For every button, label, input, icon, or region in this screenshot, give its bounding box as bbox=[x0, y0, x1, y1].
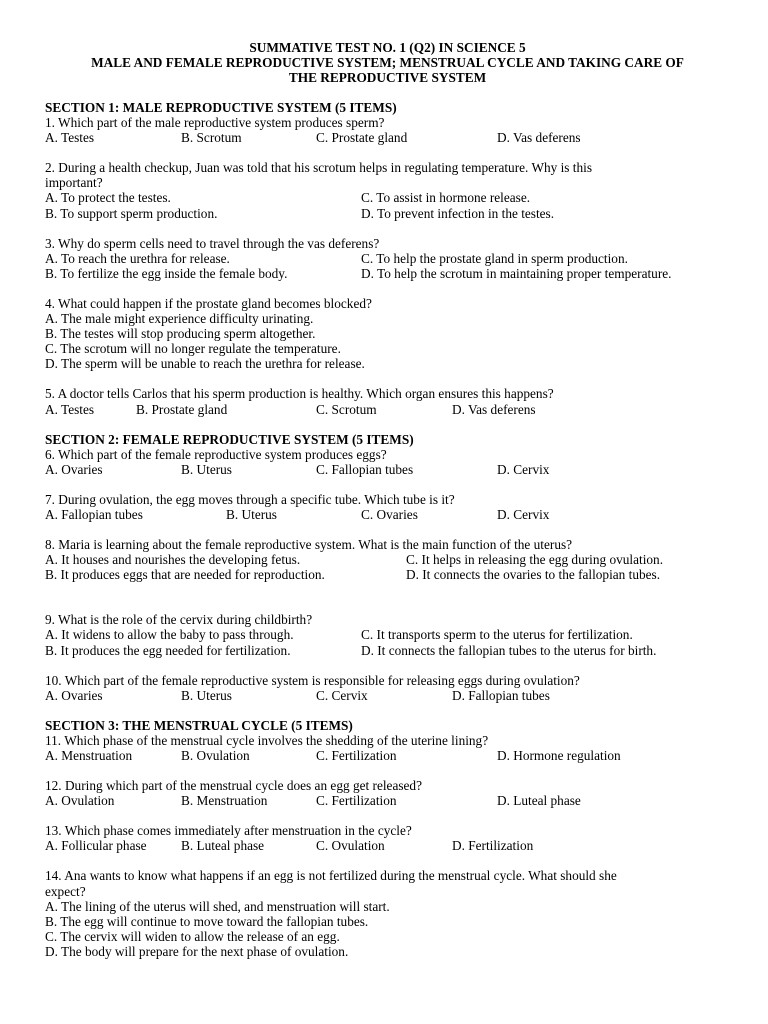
title-line-2: MALE AND FEMALE REPRODUCTIVE SYSTEM; MENSTRUAL CYCLE AND TAKING CARE OF bbox=[91, 55, 684, 70]
q7-choice-d: D. Cervix bbox=[497, 506, 550, 522]
q12-choice-a: A. Ovulation bbox=[45, 793, 115, 809]
q13-choices bbox=[45, 838, 730, 853]
q1-choice-d: D. Vas deferens bbox=[497, 130, 581, 146]
q6-choice-d: D. Cervix bbox=[497, 461, 550, 477]
q8-choice-b: B. It produces eggs that are needed for reproduction. bbox=[45, 567, 325, 583]
q3-choices-row-1 bbox=[45, 251, 730, 266]
q5-choice-d: D. Vas deferens bbox=[452, 401, 536, 417]
q3-choice-d: D. To help the scrotum in maintaining proper temperature. bbox=[361, 265, 672, 281]
q2-choices-row-2 bbox=[45, 206, 730, 221]
q14-choice-a: A. The lining of the uterus will shed, and menstruation will start. bbox=[45, 898, 390, 914]
q5-choice-c: C. Scrotum bbox=[316, 401, 377, 417]
q8-stem: 8. Maria is learning about the female reproductive system. What is the main function of the uterus? bbox=[45, 537, 573, 553]
q6-choice-b: B. Uterus bbox=[181, 461, 232, 477]
q14-choice-b: B. The egg will continue to move toward the fallopian tubes. bbox=[45, 913, 369, 929]
q12-choice-b: B. Menstruation bbox=[181, 793, 268, 809]
q11-choices bbox=[45, 748, 730, 763]
q2-choices-row-1 bbox=[45, 190, 730, 205]
q8-choices-row-2 bbox=[45, 567, 730, 582]
q10-choice-b: B. Uterus bbox=[181, 687, 232, 703]
q13-choice-a: A. Follicular phase bbox=[45, 838, 147, 854]
section-1-heading: SECTION 1: MALE REPRODUCTIVE SYSTEM (5 ITEMS) bbox=[45, 100, 397, 115]
q8-choice-c: C. It helps in releasing the egg during ovulation. bbox=[406, 552, 664, 568]
q7-choices bbox=[45, 507, 730, 522]
q4-choice-c: C. The scrotum will no longer regulate the temperature. bbox=[45, 341, 341, 357]
q7-choice-c: C. Ovaries bbox=[361, 506, 418, 522]
q9-stem: 9. What is the role of the cervix during childbirth? bbox=[45, 612, 313, 628]
q1-stem: 1. Which part of the male reproductive system produces sperm? bbox=[45, 115, 385, 131]
q2-choice-a: A. To protect the testes. bbox=[45, 190, 171, 206]
q1-choice-a: A. Testes bbox=[45, 130, 95, 146]
q6-choice-a: A. Ovaries bbox=[45, 461, 103, 477]
q5-choice-a: A. Testes bbox=[45, 401, 95, 417]
q2-choice-c: C. To assist in hormone release. bbox=[361, 190, 531, 206]
q11-choice-a: A. Menstruation bbox=[45, 748, 133, 763]
q2-stem-line-2: important? bbox=[45, 175, 103, 191]
q8-choice-a: A. It houses and nourishes the developing fetus. bbox=[45, 552, 301, 568]
q9-choice-d: D. It connects the fallopian tubes to the uterus for birth. bbox=[361, 642, 657, 658]
q12-stem: 12. During which part of the menstrual cycle does an egg get released? bbox=[45, 778, 422, 794]
q10-choice-c: C. Cervix bbox=[316, 687, 368, 703]
q1-choice-c: C. Prostate gland bbox=[316, 130, 408, 146]
q8-choice-d: D. It connects the ovaries to the fallopian tubes. bbox=[406, 567, 661, 583]
q13-choice-c: C. Ovulation bbox=[316, 838, 385, 854]
q9-choice-c: C. It transports sperm to the uterus for fertilization. bbox=[361, 627, 633, 643]
q2-stem-line-1: 2. During a health checkup, Juan was told that his scrotum helps in regulating temperature. Why is this bbox=[45, 160, 593, 176]
title-line-3: THE REPRODUCTIVE SYSTEM bbox=[288, 70, 487, 85]
q4-stem: 4. What could happen if the prostate gland becomes blocked? bbox=[45, 295, 372, 311]
q3-choice-a: A. To reach the urethra for release. bbox=[45, 250, 230, 266]
q7-choice-a: A. Fallopian tubes bbox=[45, 506, 143, 522]
q3-choice-b: B. To fertilize the egg inside the female body. bbox=[45, 265, 288, 281]
q13-choice-b: B. Luteal phase bbox=[181, 838, 265, 854]
q13-choice-d: D. Fertilization bbox=[452, 838, 534, 854]
test-page bbox=[45, 40, 730, 959]
q7-choice-b: B. Uterus bbox=[226, 506, 277, 522]
q6-choice-c: C. Fallopian tubes bbox=[316, 461, 414, 477]
q11-choice-c: C. Fertilization bbox=[316, 748, 397, 763]
q6-stem: 6. Which part of the female reproductive system produces eggs? bbox=[45, 446, 387, 462]
q12-choice-d: D. Luteal phase bbox=[497, 793, 581, 809]
q11-choice-b: B. Ovulation bbox=[181, 748, 250, 763]
q3-choices-row-2 bbox=[45, 266, 730, 281]
q10-choices bbox=[45, 688, 730, 703]
q12-choices bbox=[45, 793, 730, 808]
title-line-1: SUMMATIVE TEST NO. 1 (Q2) IN SCIENCE 5 bbox=[249, 40, 526, 55]
q10-choice-d: D. Fallopian tubes bbox=[452, 687, 550, 703]
q14-choice-c: C. The cervix will widen to allow the release of an egg. bbox=[45, 928, 340, 944]
q9-choices-row-2 bbox=[45, 643, 730, 658]
q6-choices bbox=[45, 462, 730, 477]
q12-choice-c: C. Fertilization bbox=[316, 793, 397, 809]
q14-choice-d: D. The body will prepare for the next phase of ovulation. bbox=[45, 943, 349, 959]
section-2-heading: SECTION 2: FEMALE REPRODUCTIVE SYSTEM (5 ITEMS) bbox=[45, 431, 414, 447]
q10-stem: 10. Which part of the female reproductive system is responsible for releasing eggs during ovulation? bbox=[45, 672, 580, 688]
q2-choice-b: B. To support sperm production. bbox=[45, 205, 218, 221]
q4-choice-d: D. The sperm will be unable to reach the urethra for release. bbox=[45, 356, 365, 372]
q7-stem: 7. During ovulation, the egg moves through a specific tube. Which tube is it? bbox=[45, 491, 455, 507]
q4-choice-a: A. The male might experience difficulty urinating. bbox=[45, 311, 314, 327]
q5-stem: 5. A doctor tells Carlos that his sperm production is healthy. Which organ ensures this happens? bbox=[45, 386, 554, 402]
q3-choice-c: C. To help the prostate gland in sperm production. bbox=[361, 250, 628, 266]
q10-choice-a: A. Ovaries bbox=[45, 687, 103, 703]
q1-choices bbox=[45, 130, 730, 145]
section-3-heading: SECTION 3: THE MENSTRUAL CYCLE (5 ITEMS) bbox=[45, 717, 353, 733]
q14-stem-line-1: 14. Ana wants to know what happens if an egg is not fertilized during the menstrual cycle. What should she bbox=[45, 868, 617, 884]
q11-choice-d: D. Hormone regulation bbox=[497, 748, 621, 763]
q3-stem: 3. Why do sperm cells need to travel through the vas deferens? bbox=[45, 235, 380, 251]
q5-choices bbox=[45, 402, 730, 417]
q5-choice-b: B. Prostate gland bbox=[136, 401, 228, 417]
q9-choice-a: A. It widens to allow the baby to pass through. bbox=[45, 627, 294, 643]
q9-choice-b: B. It produces the egg needed for fertilization. bbox=[45, 642, 291, 658]
q13-stem: 13. Which phase comes immediately after menstruation in the cycle? bbox=[45, 823, 412, 839]
q11-stem: 11. Which phase of the menstrual cycle involves the shedding of the uterine lining? bbox=[45, 732, 489, 748]
q8-choices-row-1 bbox=[45, 552, 730, 567]
q1-choice-b: B. Scrotum bbox=[181, 130, 242, 146]
q2-choice-d: D. To prevent infection in the testes. bbox=[361, 205, 555, 221]
q4-choice-b: B. The testes will stop producing sperm altogether. bbox=[45, 326, 316, 342]
q9-choices-row-1 bbox=[45, 627, 730, 642]
q14-stem-line-2: expect? bbox=[45, 883, 86, 899]
